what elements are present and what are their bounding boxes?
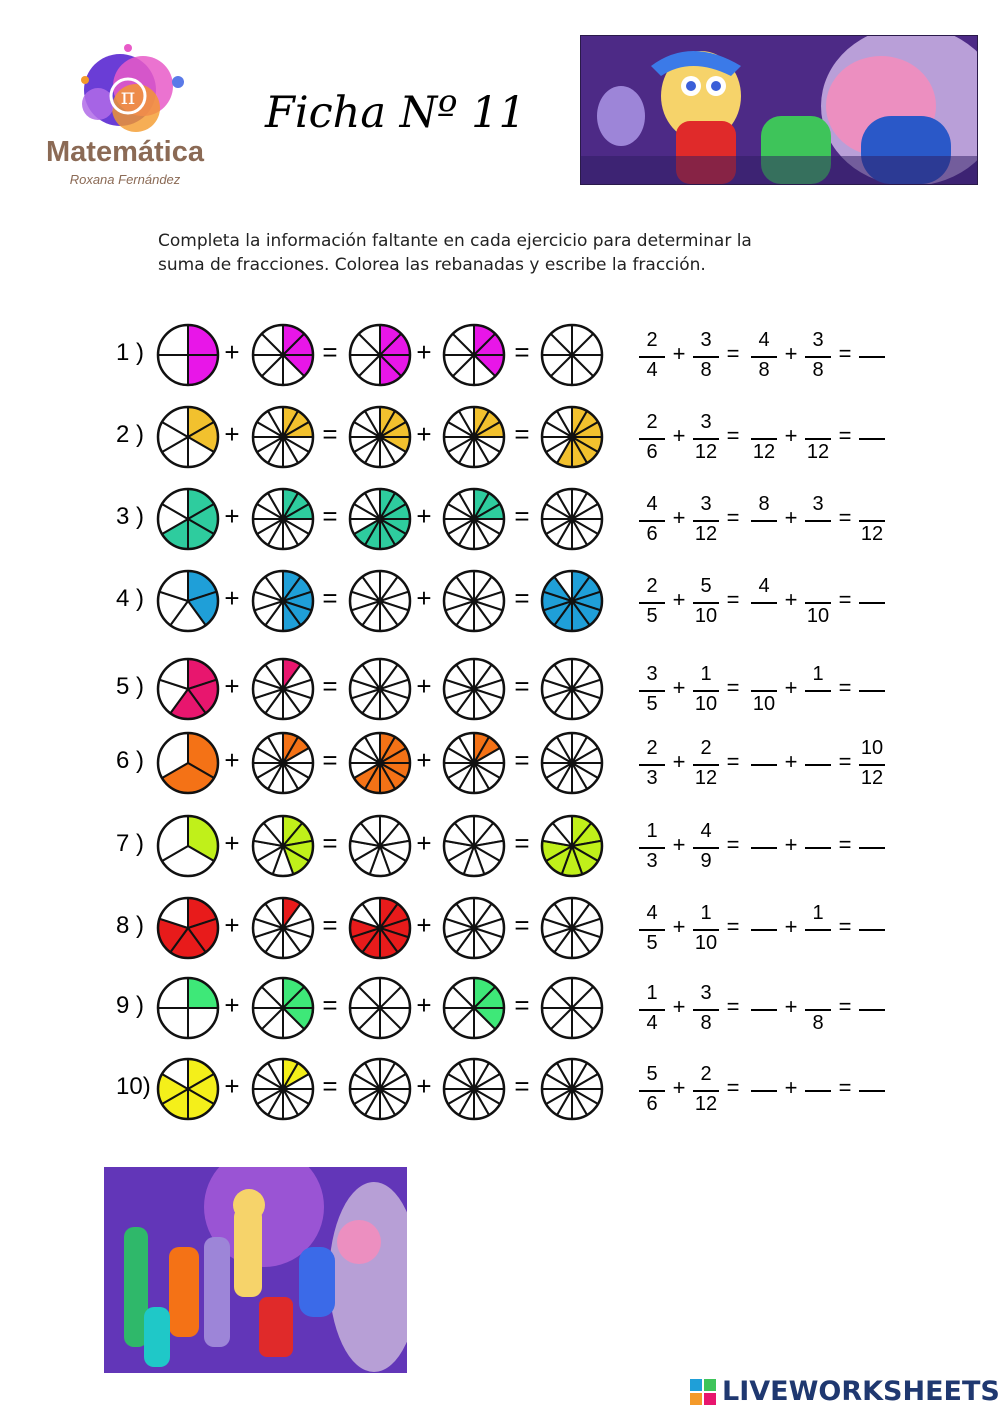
fraction-bar — [751, 438, 777, 440]
fraction-circle[interactable] — [540, 323, 604, 387]
equals-sign: = — [514, 501, 530, 531]
fraction-circle[interactable] — [442, 657, 506, 721]
fraction-numerator: 10 — [860, 737, 884, 759]
fraction-numerator: 1 — [812, 663, 824, 685]
equals-sign: = — [726, 423, 740, 448]
plus-sign: + — [416, 583, 432, 613]
fraction-numerator: 2 — [646, 575, 658, 597]
fraction-circle[interactable] — [251, 405, 315, 469]
plus-sign: + — [224, 501, 240, 531]
fraction-denominator: 8 — [812, 359, 824, 381]
fraction-bar — [693, 1009, 719, 1011]
fraction-circle[interactable] — [156, 569, 220, 633]
fraction-denominator: 9 — [700, 850, 712, 872]
plus-sign: + — [416, 745, 432, 775]
exercise-number: 7 ) — [116, 830, 145, 857]
fraction-numerator: 2 — [646, 737, 658, 759]
fraction-denominator: 3 — [646, 850, 658, 872]
fraction-denominator: 6 — [646, 1093, 658, 1115]
fraction-bar — [751, 847, 777, 849]
fraction-numerator: 3 — [700, 493, 712, 515]
fraction-bar — [751, 602, 777, 604]
fraction-bar — [639, 438, 665, 440]
fraction-denominator: 12 — [860, 767, 884, 789]
fraction-bar — [859, 520, 885, 522]
fraction-circle[interactable] — [251, 487, 315, 551]
fraction-numerator: 4 — [758, 329, 770, 351]
fraction-bar — [639, 690, 665, 692]
plus-sign: + — [224, 745, 240, 775]
fraction-circle[interactable] — [442, 976, 506, 1040]
equals-sign: = — [838, 749, 852, 774]
fraction-circle[interactable] — [348, 405, 412, 469]
exercise-number: 3 ) — [116, 503, 145, 530]
plus-sign: + — [416, 501, 432, 531]
fraction-bar — [639, 1090, 665, 1092]
plus-sign: + — [672, 994, 686, 1019]
equals-sign: = — [726, 832, 740, 857]
plus-sign: + — [784, 505, 798, 530]
fraction-circle[interactable] — [442, 1057, 506, 1121]
instructions-line-1: Completa la información faltante en cada ejercicio para determinar la — [158, 231, 752, 251]
fraction-bar — [805, 602, 831, 604]
exercise-row — [0, 1049, 1000, 1129]
plus-sign: + — [416, 910, 432, 940]
fraction-bar — [805, 690, 831, 692]
fraction-bar — [805, 1090, 831, 1092]
equals-sign: = — [838, 587, 852, 612]
fraction-bar — [805, 764, 831, 766]
fraction-bar — [751, 690, 777, 692]
equals-sign: = — [838, 505, 852, 530]
equals-sign: = — [726, 341, 740, 366]
fraction-circle[interactable] — [251, 569, 315, 633]
fraction-circle[interactable] — [540, 569, 604, 633]
fraction-circle[interactable] — [442, 487, 506, 551]
plus-sign: + — [672, 832, 686, 857]
fraction-circle[interactable] — [156, 323, 220, 387]
plus-sign: + — [672, 505, 686, 530]
fraction-bar — [751, 520, 777, 522]
equals-sign: = — [726, 505, 740, 530]
fraction-bar — [859, 1090, 885, 1092]
fraction-circle[interactable] — [540, 405, 604, 469]
fraction-numerator: 3 — [646, 663, 658, 685]
worksheet-title: Ficha Nº 11 — [265, 88, 526, 138]
plus-sign: + — [784, 675, 798, 700]
fraction-denominator: 12 — [694, 1093, 718, 1115]
exercise-row — [0, 723, 1000, 803]
fraction-circle[interactable] — [442, 896, 506, 960]
fraction-numerator: 1 — [700, 663, 712, 685]
equals-sign: = — [726, 994, 740, 1019]
fraction-bar — [859, 1009, 885, 1011]
fraction-numerator: 3 — [812, 329, 824, 351]
exercise-number: 9 ) — [116, 992, 145, 1019]
fraction-denominator: 4 — [646, 359, 658, 381]
equals-sign: = — [322, 745, 338, 775]
fraction-circle[interactable] — [442, 569, 506, 633]
fraction-numerator: 1 — [700, 902, 712, 924]
fraction-bar — [805, 929, 831, 931]
fraction-circle[interactable] — [442, 405, 506, 469]
exercise-row — [0, 806, 1000, 886]
characters-image-bottom — [104, 1167, 407, 1373]
fraction-circle[interactable] — [348, 569, 412, 633]
fraction-circle[interactable] — [251, 731, 315, 795]
equals-sign: = — [726, 587, 740, 612]
equals-sign: = — [514, 745, 530, 775]
equals-sign: = — [838, 675, 852, 700]
plus-sign: + — [224, 990, 240, 1020]
fraction-denominator: 12 — [860, 523, 884, 545]
equals-sign: = — [838, 423, 852, 448]
fraction-bar — [693, 356, 719, 358]
exercise-row — [0, 397, 1000, 477]
instructions-line-2: suma de fracciones. Colorea las rebanadas y escribe la fracción. — [158, 255, 706, 275]
fraction-numerator: 2 — [700, 737, 712, 759]
exercise-row — [0, 968, 1000, 1048]
fraction-numerator: 3 — [700, 329, 712, 351]
plus-sign: + — [416, 419, 432, 449]
fraction-bar — [859, 356, 885, 358]
plus-sign: + — [784, 587, 798, 612]
plus-sign: + — [416, 671, 432, 701]
fraction-circle[interactable] — [251, 976, 315, 1040]
fraction-circle[interactable] — [156, 487, 220, 551]
exercise-row — [0, 888, 1000, 968]
fraction-circle[interactable] — [540, 657, 604, 721]
equals-sign: = — [322, 671, 338, 701]
plus-sign: + — [672, 749, 686, 774]
equals-sign: = — [514, 583, 530, 613]
fraction-bar — [639, 520, 665, 522]
equals-sign: = — [838, 341, 852, 366]
equals-sign: = — [322, 501, 338, 531]
fraction-circle[interactable] — [540, 896, 604, 960]
equals-sign: = — [838, 832, 852, 857]
plus-sign: + — [784, 1075, 798, 1100]
plus-sign: + — [224, 671, 240, 701]
fraction-bar — [805, 438, 831, 440]
equals-sign: = — [514, 337, 530, 367]
characters-image-top — [580, 35, 978, 185]
plus-sign: + — [784, 423, 798, 448]
fraction-circle[interactable] — [540, 814, 604, 878]
equals-sign: = — [322, 828, 338, 858]
fraction-denominator: 10 — [694, 932, 718, 954]
fraction-circle[interactable] — [442, 814, 506, 878]
fraction-circle[interactable] — [442, 323, 506, 387]
fraction-numerator: 2 — [646, 411, 658, 433]
fraction-circle[interactable] — [156, 731, 220, 795]
fraction-bar — [859, 764, 885, 766]
fraction-denominator: 8 — [700, 1012, 712, 1034]
fraction-bar — [751, 1090, 777, 1092]
fraction-circle[interactable] — [156, 814, 220, 878]
equals-sign: = — [322, 990, 338, 1020]
equals-sign: = — [322, 1071, 338, 1101]
fraction-bar — [693, 602, 719, 604]
fraction-circle[interactable] — [251, 1057, 315, 1121]
fraction-numerator: 4 — [700, 820, 712, 842]
exercise-row — [0, 649, 1000, 729]
fraction-denominator: 10 — [752, 693, 776, 715]
fraction-circle[interactable] — [540, 1057, 604, 1121]
plus-sign: + — [672, 341, 686, 366]
fraction-denominator: 12 — [752, 441, 776, 463]
fraction-circle[interactable] — [540, 976, 604, 1040]
fraction-bar — [693, 690, 719, 692]
fraction-denominator: 5 — [646, 605, 658, 627]
fraction-numerator: 5 — [700, 575, 712, 597]
exercise-number: 1 ) — [116, 339, 145, 366]
fraction-bar — [639, 929, 665, 931]
plus-sign: + — [784, 749, 798, 774]
exercise-number: 4 ) — [116, 585, 145, 612]
fraction-circle[interactable] — [540, 731, 604, 795]
equals-sign: = — [322, 337, 338, 367]
plus-sign: + — [224, 419, 240, 449]
plus-sign: + — [784, 341, 798, 366]
fraction-numerator: 2 — [646, 329, 658, 351]
fraction-bar — [805, 847, 831, 849]
plus-sign: + — [672, 1075, 686, 1100]
fraction-numerator: 4 — [646, 902, 658, 924]
fraction-circle[interactable] — [251, 323, 315, 387]
fraction-bar — [859, 690, 885, 692]
instructions — [158, 229, 838, 277]
fraction-bar — [693, 1090, 719, 1092]
fraction-bar — [751, 764, 777, 766]
plus-sign: + — [416, 828, 432, 858]
equals-sign: = — [726, 749, 740, 774]
fraction-circle[interactable] — [540, 487, 604, 551]
fraction-circle[interactable] — [251, 657, 315, 721]
exercise-number: 5 ) — [116, 673, 145, 700]
exercise-number: 8 ) — [116, 912, 145, 939]
fraction-bar — [751, 1009, 777, 1011]
exercise-row — [0, 315, 1000, 395]
fraction-numerator: 4 — [758, 575, 770, 597]
fraction-denominator: 6 — [646, 523, 658, 545]
fraction-denominator: 4 — [646, 1012, 658, 1034]
fraction-circle[interactable] — [156, 405, 220, 469]
fraction-bar — [751, 356, 777, 358]
fraction-denominator: 8 — [700, 359, 712, 381]
fraction-bar — [639, 1009, 665, 1011]
fraction-bar — [751, 929, 777, 931]
fraction-denominator: 10 — [694, 605, 718, 627]
fraction-bar — [639, 847, 665, 849]
liveworksheets-brand: LIVEWORKSHEETS — [722, 1376, 1000, 1407]
fraction-denominator: 5 — [646, 932, 658, 954]
fraction-circle[interactable] — [348, 323, 412, 387]
fraction-bar — [805, 520, 831, 522]
fraction-numerator: 8 — [758, 493, 770, 515]
fraction-denominator: 12 — [694, 441, 718, 463]
exercise-number: 6 ) — [116, 747, 145, 774]
fraction-bar — [859, 847, 885, 849]
plus-sign: + — [784, 994, 798, 1019]
plus-sign: + — [224, 910, 240, 940]
plus-sign: + — [224, 828, 240, 858]
plus-sign: + — [672, 587, 686, 612]
fraction-denominator: 3 — [646, 767, 658, 789]
fraction-circle[interactable] — [251, 814, 315, 878]
fraction-numerator: 1 — [646, 982, 658, 1004]
equals-sign: = — [726, 914, 740, 939]
fraction-denominator: 12 — [694, 767, 718, 789]
fraction-bar — [693, 520, 719, 522]
exercise-row — [0, 561, 1000, 641]
fraction-numerator: 2 — [700, 1063, 712, 1085]
equals-sign: = — [514, 1071, 530, 1101]
fraction-circle[interactable] — [156, 657, 220, 721]
fraction-bar — [693, 764, 719, 766]
fraction-circle[interactable] — [348, 1057, 412, 1121]
fraction-bar — [859, 602, 885, 604]
fraction-bar — [639, 764, 665, 766]
fraction-bar — [639, 356, 665, 358]
exercise-number: 10) — [116, 1073, 151, 1100]
fraction-circle[interactable] — [348, 487, 412, 551]
equals-sign: = — [514, 910, 530, 940]
plus-sign: + — [224, 337, 240, 367]
plus-sign: + — [224, 1071, 240, 1101]
fraction-numerator: 4 — [646, 493, 658, 515]
equals-sign: = — [514, 990, 530, 1020]
plus-sign: + — [672, 675, 686, 700]
equals-sign: = — [726, 675, 740, 700]
fraction-denominator: 8 — [758, 359, 770, 381]
fraction-bar — [693, 847, 719, 849]
equals-sign: = — [514, 828, 530, 858]
fraction-circle[interactable] — [348, 896, 412, 960]
equals-sign: = — [322, 419, 338, 449]
fraction-bar — [693, 438, 719, 440]
fraction-denominator: 10 — [694, 693, 718, 715]
fraction-circle[interactable] — [156, 1057, 220, 1121]
fraction-circle[interactable] — [251, 896, 315, 960]
plus-sign: + — [416, 990, 432, 1020]
plus-sign: + — [672, 423, 686, 448]
equals-sign: = — [322, 910, 338, 940]
svg-text:π: π — [120, 85, 136, 110]
plus-sign: + — [784, 832, 798, 857]
fraction-bar — [859, 438, 885, 440]
fraction-bar — [805, 356, 831, 358]
fraction-numerator: 3 — [812, 493, 824, 515]
fraction-circle[interactable] — [348, 814, 412, 878]
fraction-bar — [859, 929, 885, 931]
equals-sign: = — [838, 994, 852, 1019]
fraction-bar — [639, 602, 665, 604]
equals-sign: = — [838, 914, 852, 939]
logo-subtitle: Roxana Fernández — [69, 172, 181, 187]
fraction-denominator: 12 — [694, 523, 718, 545]
fraction-circle[interactable] — [442, 731, 506, 795]
fraction-denominator: 8 — [812, 1012, 824, 1034]
plus-sign: + — [416, 337, 432, 367]
fraction-circle[interactable] — [348, 657, 412, 721]
equals-sign: = — [838, 1075, 852, 1100]
fraction-denominator: 6 — [646, 441, 658, 463]
fraction-bar — [693, 929, 719, 931]
equals-sign: = — [514, 419, 530, 449]
exercise-number: 2 ) — [116, 421, 145, 448]
fraction-denominator: 5 — [646, 693, 658, 715]
fraction-denominator: 12 — [806, 441, 830, 463]
fraction-circle[interactable] — [348, 731, 412, 795]
equals-sign: = — [322, 583, 338, 613]
liveworksheets-logo-icon — [690, 1379, 716, 1405]
fraction-numerator: 3 — [700, 411, 712, 433]
plus-sign: + — [784, 914, 798, 939]
fraction-numerator: 1 — [812, 902, 824, 924]
plus-sign: + — [672, 914, 686, 939]
equals-sign: = — [726, 1075, 740, 1100]
fraction-numerator: 1 — [646, 820, 658, 842]
fraction-circle[interactable] — [156, 976, 220, 1040]
exercise-row — [0, 479, 1000, 559]
fraction-numerator: 3 — [700, 982, 712, 1004]
logo-title: Matemática — [46, 136, 204, 168]
plus-sign: + — [416, 1071, 432, 1101]
fraction-numerator: 5 — [646, 1063, 658, 1085]
equals-sign: = — [514, 671, 530, 701]
plus-sign: + — [224, 583, 240, 613]
fraction-denominator: 10 — [806, 605, 830, 627]
fraction-bar — [805, 1009, 831, 1011]
fraction-circle[interactable] — [348, 976, 412, 1040]
fraction-circle[interactable] — [156, 896, 220, 960]
